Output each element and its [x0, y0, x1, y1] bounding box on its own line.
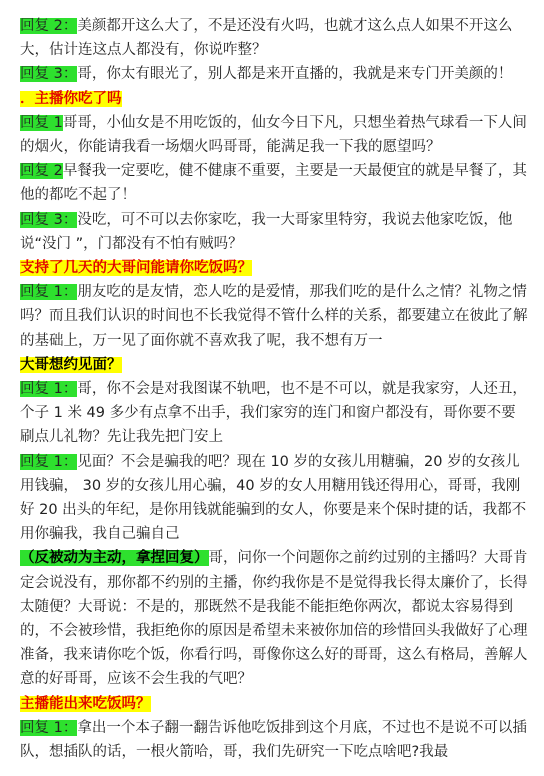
paragraph — [20, 377, 530, 450]
reply-label: 回复 1： — [20, 284, 78, 301]
reply-text: 早餐我一定要吃，健不健康不重要，主要是一天最便宜的就是早餐了，其他的都吃不起了！ — [20, 163, 527, 204]
heading-text: ．主播你吃了吗 — [20, 90, 122, 107]
reply-text: 哥，问你一个问题你之前约过别的主播吗？大哥肯定会说没有，那你都不约别的主播，你约我你是不是觉得我长得太廉价了，长得太随便？大哥说：不是的，那既然不是我能不能拒绝你两次，都说太容易得到的，不会被珍惜，我拒绝你的原因是希望未来被你加倍的珍惜回头我做好了心理准备，我来请你吃个饭，你看行吗，哥像你这么好的哥哥，这么有格局，善解人意的好哥哥，应该不会生我的气吧？ — [20, 550, 528, 688]
reply-text: 拿出一个本子翻一翻告诉他吃饭排到这个月底，不过也不是说不可以插队，想插队的话，一根火箭哈，哥，我们先研究一下吃点啥吧?我最 — [20, 719, 527, 761]
paragraph — [20, 14, 530, 62]
paragraph — [20, 62, 530, 86]
section-heading — [20, 692, 530, 716]
heading-text: 支持了几天的大哥问能请你吃饭吗？ — [20, 260, 252, 277]
paragraph — [20, 546, 530, 691]
reply-text: 见面？不会是骗我的吧？现在 10 岁的女孩儿用糖骗，20 岁的女孩儿用钱骗， 30 岁的女孩儿用心骗，40 岁的女人用糖用钱还得用心，哥哥，我刚好 20 出头的年纪，是你用钱就能骗到的女人，你要是来个保时捷的话，我都不用你骗我，我自己骗自己 — [20, 453, 527, 543]
reply-label: 回复 2： — [20, 18, 78, 34]
reply-label: 回复 1： — [20, 381, 78, 398]
section-heading — [20, 256, 530, 280]
heading-text: 主播能出来吃饭吗？ — [20, 695, 151, 712]
paragraph — [20, 716, 530, 764]
reply-label: （反被动为主动，拿捏回复） — [20, 550, 209, 567]
reply-label: 回复 3： — [20, 211, 78, 228]
reply-text: 哥哥，小仙女是不用吃饭的，仙女今日下凡，只想坐着热气球看一下人间的烟火，你能请我看一场烟火吗哥哥，能满足我一下我的愿望吗？ — [20, 114, 527, 156]
paragraph — [20, 111, 530, 159]
reply-text: 没吃，可不可以去你家吃，我一大哥家里特穷，我说去他家吃饭，他说“没门 ”，门都没有不怕有贼吗？ — [20, 211, 513, 252]
reply-text: 哥，你太有眼光了，别人都是来开直播的，我就是来专门开美颜的！ — [77, 66, 513, 83]
paragraph — [20, 159, 530, 207]
reply-label: 回复 1： — [20, 453, 78, 470]
paragraph — [20, 208, 530, 256]
reply-label: 回复 2 — [20, 163, 63, 180]
section-heading — [20, 353, 530, 377]
paragraph — [20, 450, 530, 547]
reply-text: 哥，你不会是对我图谋不轨吧，也不是不可以，就是我家穷，人还丑，个子 1 米 49 多少有点拿不出手，我们家穷的连门和窗户都没有，哥你要不要刷点儿礼物？先让我先把门安上 — [20, 381, 527, 446]
heading-text: 大哥想约见面？ — [20, 356, 122, 373]
reply-label: 回复 3： — [20, 66, 78, 83]
section-heading — [20, 87, 530, 111]
reply-label: 回复 1 — [20, 114, 63, 131]
paragraph — [20, 280, 530, 353]
reply-text: 美颜都开这么大了，不是还没有火吗，也就才这么点人如果不开这么大，估计连这点人都没有，你说咋整？ — [20, 18, 513, 59]
reply-text: 朋友吃的是友情，恋人吃的是爱情，那我们吃的是什么之情？礼物之情吗？而且我们认识的时间也不长我觉得不管什么样的关系，都要建立在彼此了解的基础上，万一见了面你就不喜欢我了呢，我不想有万一 — [20, 284, 528, 349]
reply-label: 回复 1： — [20, 719, 78, 736]
document-content — [20, 14, 530, 764]
